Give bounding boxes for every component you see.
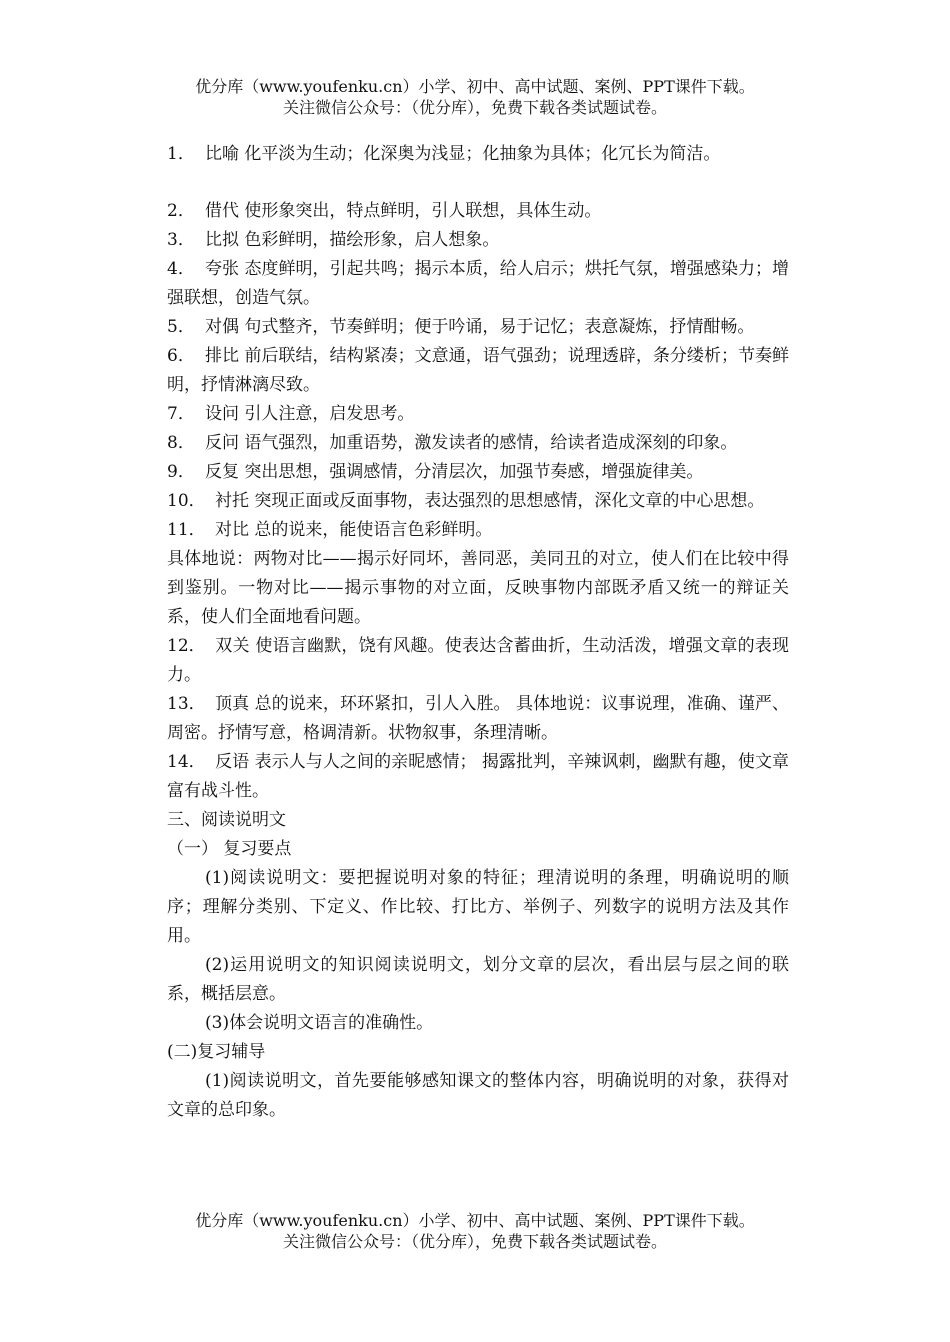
list-item-13: 13． 顶真 总的说来，环环紧扣，引人入胜。 具体地说：议事说理，准确、谨严、周密。抒情写意，格调清新。状物叙事，条理清晰。 — [167, 694, 789, 743]
list-item-1: 1． 比喻 化平淡为生动；化深奥为浅显；化抽象为具体；化冗长为简洁。 — [167, 144, 721, 164]
list-item-12: 12． 双关 使语言幽默，饶有风趣。使表达含蓄曲折，生动活泼，增强文章的表现力。 — [167, 636, 790, 685]
review-point-3: (3)体会说明文语言的准确性。 — [205, 1013, 434, 1033]
footer-line-2: 关注微信公众号：（优分库），免费下载各类试题试卷。 — [282, 1232, 667, 1251]
document-body — [167, 140, 789, 1125]
review-points-heading: （一） 复习要点 — [167, 839, 292, 859]
list-item-11: 11． 对比 总的说来，能使语言色彩鲜明。 — [167, 520, 493, 540]
list-item-3: 3． 比拟 色彩鲜明，描绘形象，启人想象。 — [167, 230, 500, 250]
list-item-9: 9． 反复 突出思想，强调感情，分清层次，加强节奏感，增强旋律美。 — [167, 462, 704, 482]
header-line-2: 关注微信公众号：（优分库），免费下载各类试题试卷。 — [282, 98, 667, 117]
review-guide-heading: (二)复习辅导 — [167, 1042, 266, 1062]
list-item-2: 2． 借代 使形象突出，特点鲜明，引人联想，具体生动。 — [167, 201, 602, 221]
header-line-1: 优分库（www.youfenku.cn）小学、初中、高中试题、案例、PPT课件下载。 — [195, 77, 755, 96]
section-3-heading: 三、阅读说明文 — [167, 810, 286, 830]
page-footer — [0, 1210, 950, 1252]
list-item-6: 6． 排比 前后联结，结构紧凑；文意通，语气强劲；说理透辟，条分缕析；节奏鲜明，抒情淋漓尽致。 — [167, 346, 790, 395]
footer-line-1: 优分库（www.youfenku.cn）小学、初中、高中试题、案例、PPT课件下载。 — [195, 1211, 755, 1230]
review-guide-1: (1)阅读说明文，首先要能够感知课文的整体内容，明确说明的对象，获得对文章的总印象。 — [167, 1071, 789, 1120]
list-item-10: 10． 衬托 突现正面或反面事物，表达强烈的思想感情，深化文章的中心思想。 — [167, 491, 765, 511]
list-item-4: 4． 夸张 态度鲜明，引起共鸣；揭示本质，给人启示；烘托气氛，增强感染力；增强联想，创造气氛。 — [167, 259, 790, 308]
list-item-7: 7． 设问 引人注意，启发思考。 — [167, 404, 415, 424]
item-11-detail: 具体地说：两物对比——揭示好同坏，善同恶，美同丑的对立，使人们在比较中得到鉴别。一物对比——揭示事物的对立面，反映事物内部既矛盾又统一的辩证关系，使人们全面地看问题。 — [167, 549, 789, 627]
page-header — [0, 76, 950, 118]
review-point-1: (1)阅读说明文：要把握说明对象的特征；理清说明的条理，明确说明的顺序；理解分类别、下定义、作比较、打比方、举例子、列数字的说明方法及其作用。 — [167, 868, 789, 946]
list-item-8: 8． 反问 语气强烈，加重语势，激发读者的感情，给读者造成深刻的印象。 — [167, 433, 738, 453]
list-item-5: 5． 对偶 句式整齐，节奏鲜明；便于吟诵，易于记忆；表意凝炼，抒情酣畅。 — [167, 317, 755, 337]
review-point-2: (2)运用说明文的知识阅读说明文，划分文章的层次，看出层与层之间的联系，概括层意。 — [167, 955, 789, 1004]
list-item-14: 14． 反语 表示人与人之间的亲昵感情； 揭露批判，辛辣讽刺，幽默有趣，使文章富有战斗性。 — [167, 752, 790, 801]
